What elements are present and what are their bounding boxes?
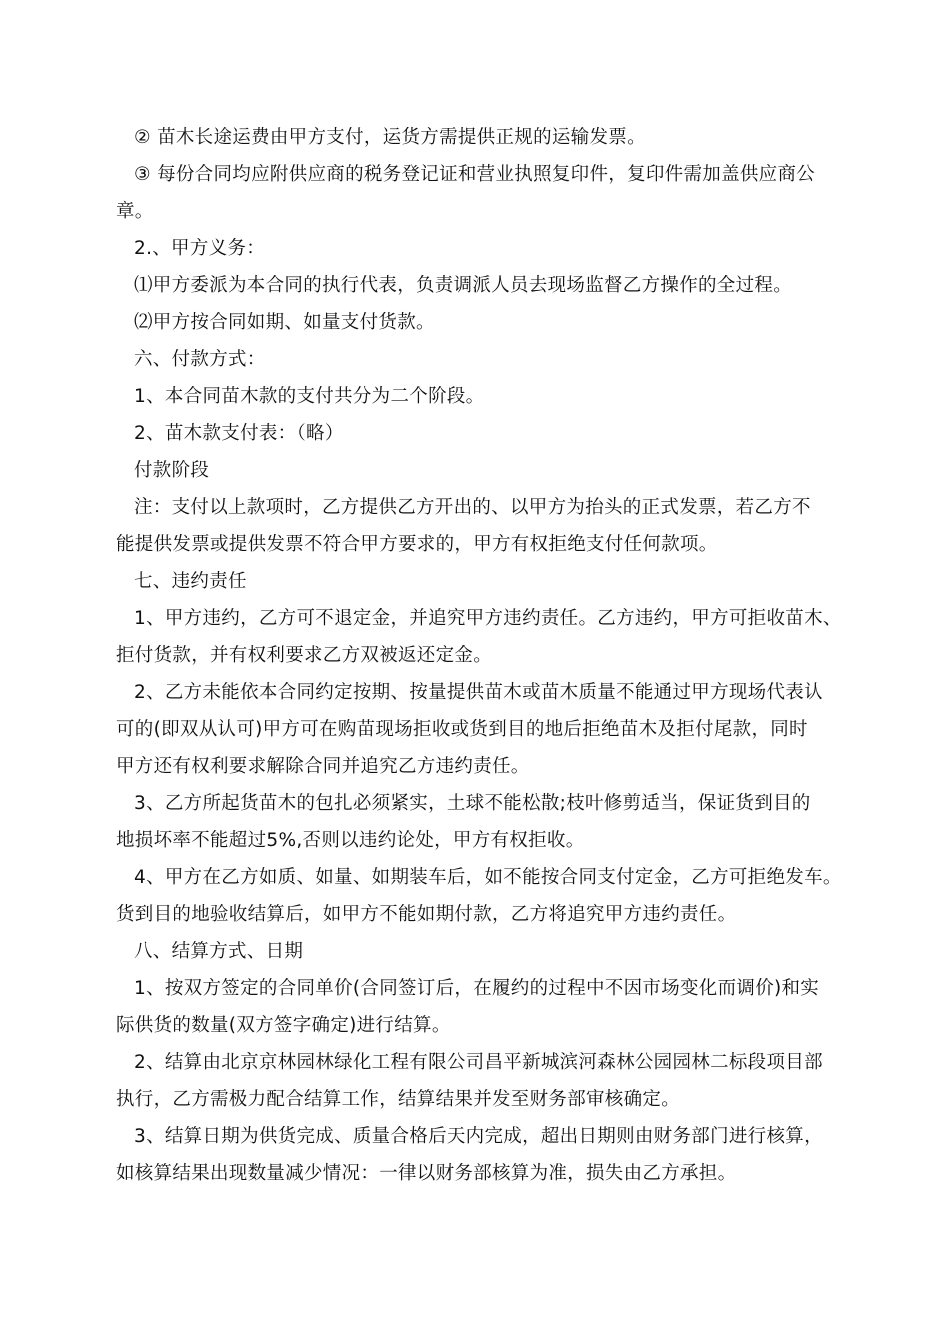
text-line: 2、乙方未能依本合同约定按期、按量提供苗木或苗木质量不能通过甲方现场代表认 <box>134 682 823 703</box>
text-line: 1、本合同苗木款的支付共分为二个阶段。 <box>134 386 485 407</box>
text-line: 付款阶段 <box>134 460 210 481</box>
text-line: 能提供发票或提供发票不符合甲方要求的，甲方有权拒绝支付任何款项。 <box>116 534 718 555</box>
text-line: 2.、甲方义务： <box>134 238 266 259</box>
text-line: 执行，乙方需极力配合结算工作，结算结果并发至财务部审核确定。 <box>116 1089 681 1110</box>
text-line: ⑴甲方委派为本合同的执行代表，负责调派人员去现场监督乙方操作的全过程。 <box>134 275 793 296</box>
text-line: 地损坏率不能超过5%,否则以违约论处，甲方有权拒收。 <box>116 830 585 851</box>
text-line: 货到目的地验收结算后，如甲方不能如期付款，乙方将追究甲方违约责任。 <box>116 904 737 925</box>
text-line: 注：支付以上款项时，乙方提供乙方开出的、以甲方为抬头的正式发票，若乙方不 <box>134 497 811 518</box>
text-line: ② 苗木长途运费由甲方支付，运货方需提供正规的运输发票。 <box>134 127 646 148</box>
text-line: 2、结算由北京京林园林绿化工程有限公司昌平新城滨河森林公园园林二标段项目部 <box>134 1052 823 1073</box>
text-line: 1、按双方签定的合同单价(合同签订后，在履约的过程中不因市场变化而调价)和实 <box>134 978 820 999</box>
text-line: 际供货的数量(双方签字确定)进行结算。 <box>116 1015 451 1036</box>
text-line: 3、乙方所起货苗木的包扎必须紧实，土球不能松散;枝叶修剪适当，保证货到目的 <box>134 793 811 814</box>
text-line: 3、结算日期为供货完成、质量合格后天内完成，超出日期则由财务部门进行核算， <box>134 1126 823 1147</box>
text-line: 八、结算方式、日期 <box>134 941 304 962</box>
text-line: 甲方还有权利要求解除合同并追究乙方违约责任。 <box>116 756 530 777</box>
text-line: 如核算结果出现数量减少情况：一律以财务部核算为准，损失由乙方承担。 <box>116 1163 737 1184</box>
text-line: ⑵甲方按合同如期、如量支付货款。 <box>134 312 435 333</box>
text-line: 可的(即双从认可)甲方可在购苗现场拒收或货到目的地后拒绝苗木及拒付尾款，同时 <box>116 719 808 740</box>
text-line: 2、苗木款支付表：（略） <box>134 423 344 444</box>
text-line: 4、甲方在乙方如质、如量、如期装车后，如不能按合同支付定金，乙方可拒绝发车。 <box>134 867 842 888</box>
text-line: 1、甲方违约，乙方可不退定金，并追究甲方违约责任。乙方违约，甲方可拒收苗木、 <box>134 608 842 629</box>
text-line: 章。 <box>116 201 154 222</box>
text-line: 七、违约责任 <box>134 571 247 592</box>
document-body <box>116 119 842 1192</box>
text-line: 拒付货款，并有权利要求乙方双被返还定金。 <box>116 645 493 666</box>
text-line: 六、付款方式： <box>134 349 266 370</box>
text-line: ③ 每份合同均应附供应商的税务登记证和营业执照复印件，复印件需加盖供应商公 <box>134 164 816 185</box>
